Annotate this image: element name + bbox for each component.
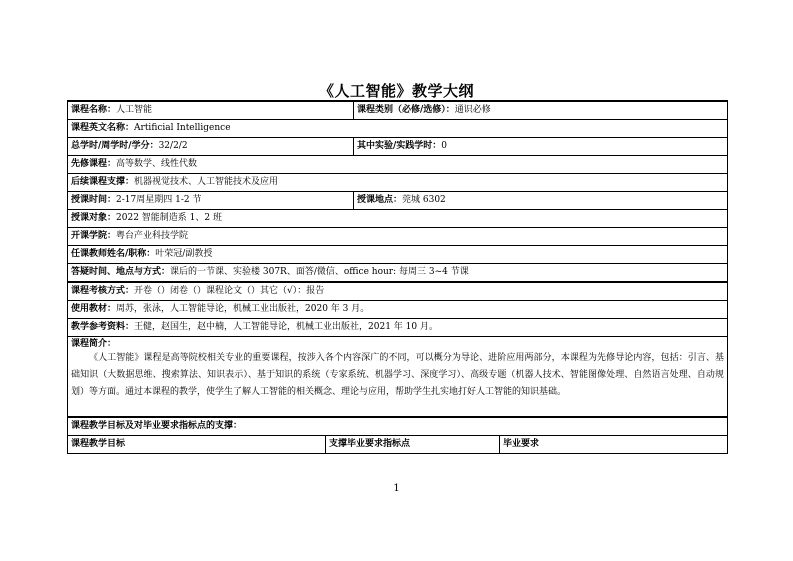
hours-label: 总学时/周学时/学分： xyxy=(71,141,159,152)
row-qa xyxy=(68,264,728,283)
goals-column-indicators: 支撑毕业要求指标点 xyxy=(326,436,500,454)
intro-text: 《人工智能》课程是高等院校相关专业的重要课程，按涉入各个内容深广的不同，可以概分为导论、进阶应用两部分，本课程为先修导论内容，包括：引言、基础知识（大数据思维、搜索算法、知识表示）、基于知识的系统（专家系统、机器学习、深度学习）、高级专题（机器人技术、智能图像处理、自然语言处理、自动规划）等方面。通过本课程的教学，使学生了解人工智能的相关概念、理论与应用，帮助学生扎实地打好人工智能的知识基础。 xyxy=(71,352,724,397)
followup-label: 后续课程支撑： xyxy=(71,177,135,188)
english-name-label: 课程英文名称： xyxy=(71,123,135,134)
intro-label: 课程简介： xyxy=(71,339,117,349)
college-value: 粤台产业科技学院 xyxy=(116,231,189,242)
row-time-place xyxy=(68,192,728,210)
prereq-value: 高等数学、线性代数 xyxy=(116,159,198,170)
college-label: 开课学院： xyxy=(71,231,117,242)
row-college xyxy=(68,228,728,246)
course-type-value: 通识必修 xyxy=(454,105,491,116)
row-textbook xyxy=(68,301,728,319)
audience-label: 授课对象： xyxy=(71,213,117,224)
qa-label: 答疑时间、地点与方式： xyxy=(71,267,171,278)
time-value: 2-17周星期四 1-2 节 xyxy=(116,195,202,206)
prereq-label: 先修课程： xyxy=(71,159,117,170)
page-number: 1 xyxy=(393,483,400,494)
row-references xyxy=(68,319,728,337)
place-label: 授课地点： xyxy=(357,195,403,206)
row-course-name xyxy=(68,101,728,120)
followup-value: 机器视觉技术、人工智能技术及应用 xyxy=(134,177,279,188)
course-type-label: 课程类别（必修/选修）： xyxy=(357,105,455,116)
row-goals-columns xyxy=(68,436,728,454)
assessment-value: 开卷（）闭卷（）课程论文（）其它（√）：报告 xyxy=(134,286,325,297)
teacher-label: 任课教师姓名/职称： xyxy=(71,249,156,260)
teacher-value: 叶荣冠/副教授 xyxy=(155,249,213,260)
row-teacher xyxy=(68,246,728,264)
row-english-name xyxy=(68,120,728,138)
course-name-label: 课程名称： xyxy=(71,105,117,116)
row-hours xyxy=(68,138,728,156)
references-value: 王健，赵国生，赵中楠，人工智能导论，机械工业出版社，2021 年 10 月。 xyxy=(134,322,438,333)
place-value: 莞城 6302 xyxy=(402,195,446,206)
lab-hours-label: 其中实验/实践学时： xyxy=(357,141,442,152)
audience-value: 2022 智能制造系 1、2 班 xyxy=(116,213,222,224)
document-title: 《人工智能》教学大纲 xyxy=(318,82,474,100)
english-name-value: Artificial Intelligence xyxy=(134,123,231,134)
row-intro xyxy=(68,337,728,418)
assessment-label: 课程考核方式： xyxy=(71,286,135,297)
row-assessment xyxy=(68,282,728,301)
goals-column-requirements: 毕业要求 xyxy=(500,436,728,454)
lab-hours-value: 0 xyxy=(441,141,448,152)
row-goals-header xyxy=(68,417,728,436)
textbook-label: 使用教材： xyxy=(71,304,117,315)
goals-column-objectives: 课程教学目标 xyxy=(68,436,326,454)
time-label: 授课时间： xyxy=(71,195,117,206)
syllabus-table xyxy=(67,100,728,454)
references-label: 教学参考资料： xyxy=(71,322,135,333)
qa-value: 课后的一节课、实验楼 307R、面答/微信、office hour: 每周三 3~4 节课 xyxy=(170,267,469,278)
row-prereq xyxy=(68,156,728,174)
row-audience xyxy=(68,210,728,228)
hours-value: 32/2/2 xyxy=(158,141,188,152)
goals-header-label: 课程教学目标及对毕业要求指标点的支撑： xyxy=(71,421,243,432)
textbook-value: 周苏，张泳，人工智能导论，机械工业出版社，2020 年 3 月。 xyxy=(116,304,370,315)
course-name-value: 人工智能 xyxy=(116,105,153,116)
row-followup xyxy=(68,174,728,192)
